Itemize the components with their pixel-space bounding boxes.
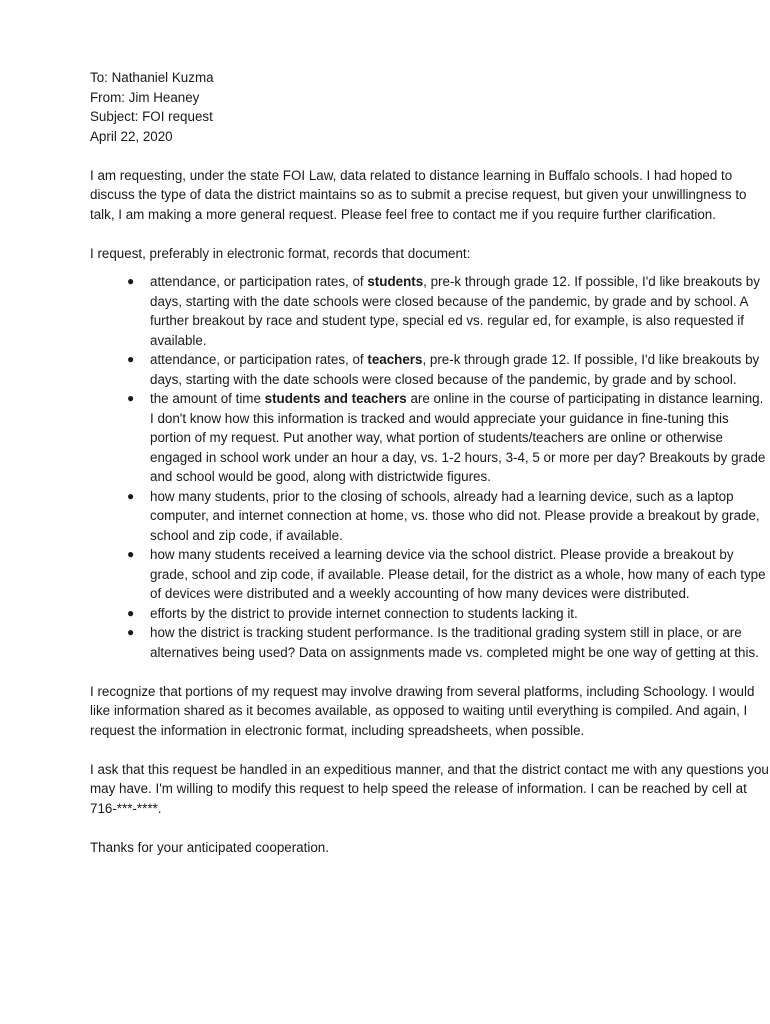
closing-line: Thanks for your anticipated cooperation.: [90, 839, 329, 855]
item-text-pre: attendance, or participation rates, of: [150, 274, 368, 289]
bullet-icon: ●: [127, 274, 135, 288]
item-text-pre: attendance, or participation rates, of: [150, 352, 368, 367]
expedite-paragraph: I ask that this request be handled in an expeditious manner, and that the district contact me with any questions you may have. I'm willing to modify this request to help speed the release of information. I can be reached by cell at 716-***-****.: [90, 761, 769, 816]
request-lead: I request, preferably in electronic format, records that document:: [90, 245, 471, 261]
spacer: [90, 263, 770, 272]
list-item: [127, 487, 770, 546]
item-text-post: , pre-k through grade 12. If possible, I'd like breakouts by days, starting with the date schools were closed because of the pandemic, by grade and by school. A further breakout by race and student type, special ed vs. regular ed, for example, is also requested if available.: [150, 274, 760, 348]
bullet-icon: ●: [127, 391, 135, 405]
letter-page: [90, 68, 770, 857]
item-text-pre: the amount of time: [150, 391, 265, 406]
bullet-icon: ●: [127, 605, 135, 620]
bullet-icon: ●: [127, 488, 135, 503]
list-item: [127, 545, 770, 604]
to-line: To: Nathaniel Kuzma: [90, 70, 214, 85]
item-text: how many students, prior to the closing of schools, already had a learning device, such as a laptop computer, and internet connection at home, vs. those who did not. Please provide a breakout by grade, school and zip code, if available.: [150, 488, 760, 543]
item-text-bold: students and teachers: [264, 391, 407, 406]
item-text-bold: teachers: [367, 352, 423, 367]
spacer: [90, 740, 770, 760]
spacer: [90, 818, 770, 838]
item-text: efforts by the district to provide internet connection to students lacking it.: [150, 605, 578, 621]
list-item: [127, 389, 770, 487]
date-line: April 22, 2020: [90, 128, 173, 144]
bullet-icon: ●: [127, 352, 135, 366]
list-item: [127, 604, 770, 624]
list-item: [127, 623, 770, 662]
list-item: [127, 350, 770, 389]
item-text-bold: students: [367, 274, 424, 289]
item-text-post: are online in the course of participating in distance learning. I don't know how this information is tracked and would appreciate your guidance in fine-tuning this portion of my request. Put another way, what portion of students/teachers are online or otherwise engaged in school work under an hour a day, vs. 1-2 hours, 3-4, 5 or more per day? Breakouts by grade and school would be good, along with districtwide figures.: [150, 391, 766, 484]
letter-header: [90, 68, 770, 146]
request-list: [90, 272, 770, 662]
item-text: how many students received a learning device via the school district. Please provide a breakout by grade, school and zip code, if available. Please detail, for the district as a whole, how many of each type of devices were distributed and a weekly accounting of how many devices were distributed.: [150, 547, 766, 601]
bullet-icon: ●: [127, 625, 135, 639]
spacer: [90, 662, 770, 682]
spacer: [90, 224, 770, 244]
spacer: [90, 146, 770, 166]
item-text: how the district is tracking student performance. Is the traditional grading system still in place, or are alternatives being used? Data on assignments made vs. completed might be one way of getting at this.: [150, 625, 759, 660]
bullet-icon: ●: [127, 547, 135, 561]
platforms-paragraph: I recognize that portions of my request may involve drawing from several platforms, including Schoology. I would like information shared as it becomes available, as opposed to waiting until everything is compiled. And again, I request the information in electronic format, including spreadsheets, when possible.: [90, 683, 755, 738]
intro-paragraph: I am requesting, under the state FOI Law, data related to distance learning in Buffalo schools. I had hoped to discuss the type of data the district maintains so as to submit a precise request, but given your unwillingness to talk, I am making a more general request. Please feel free to contact me if you require further clarification.: [90, 167, 747, 222]
subject-line: Subject: FOI request: [90, 109, 213, 124]
from-line: From: Jim Heaney: [90, 89, 200, 105]
item-text-post: , pre-k through grade 12. If possible, I'd like breakouts by days, starting with the date schools were closed because of the pandemic, by grade and by school.: [150, 352, 760, 387]
list-item: [127, 272, 770, 350]
